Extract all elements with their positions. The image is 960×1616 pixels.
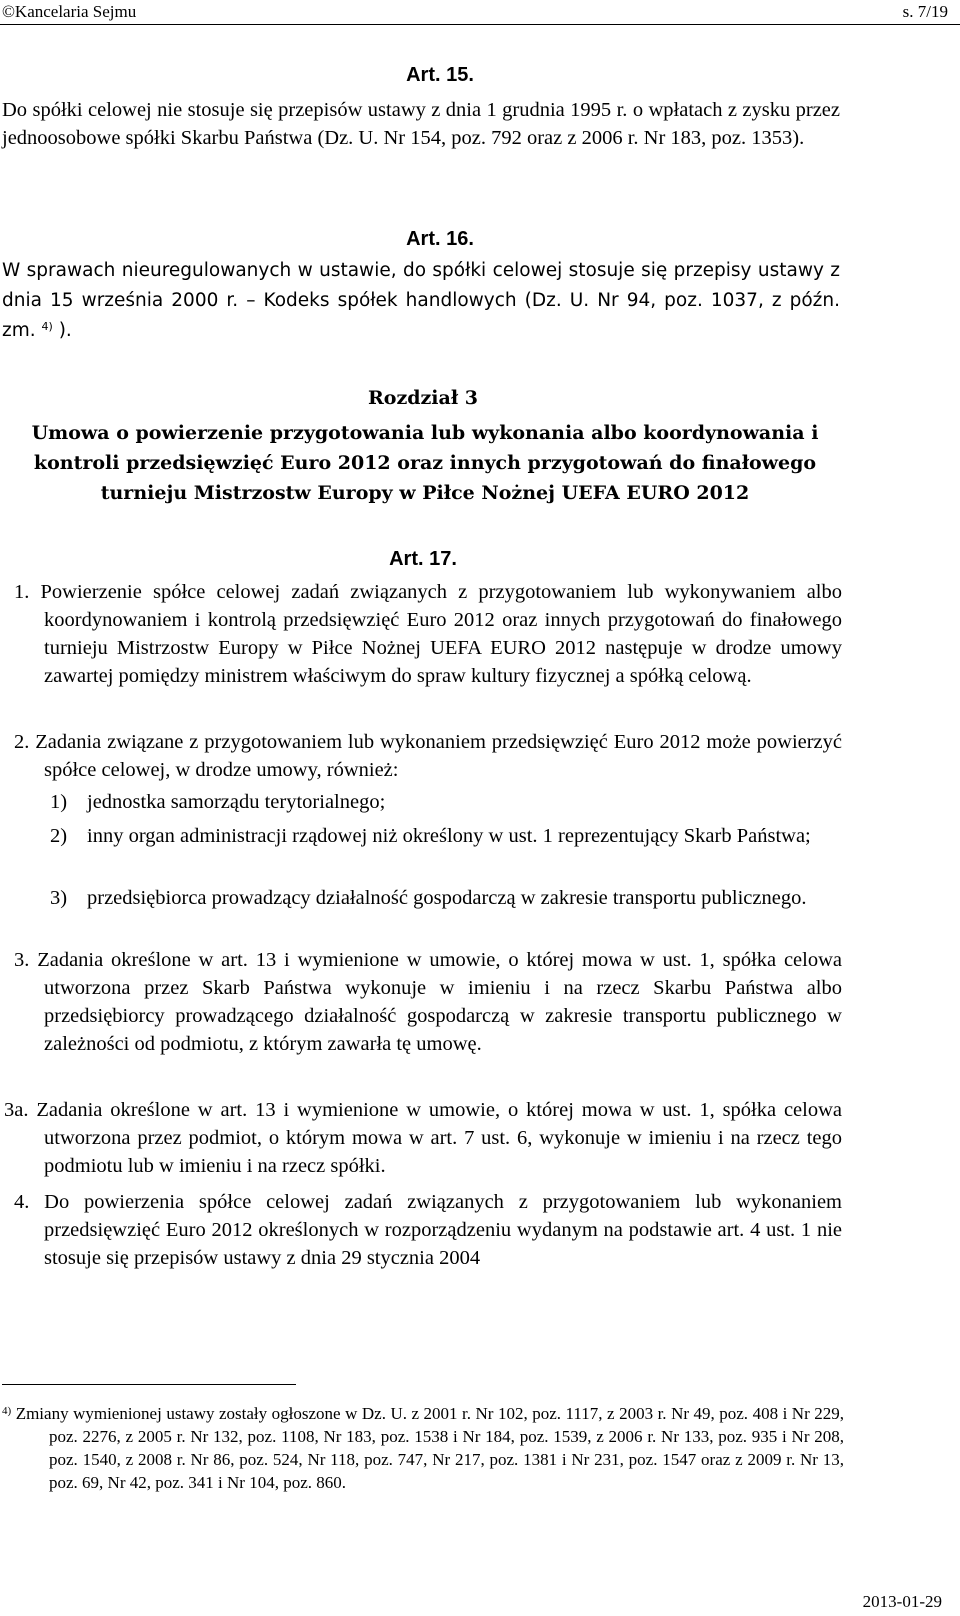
art17-para-2: [14, 728, 842, 784]
item-3-num: 3): [50, 887, 68, 909]
header-rule: [0, 24, 960, 25]
art17-heading: Art. 17.: [389, 548, 457, 570]
footnote: [2, 1402, 844, 1494]
chapter-title: Umowa o powierzenie przygotowania lub wykonania albo koordynowania i kontroli przedsięwzięć Euro 2012 oraz innych przygotowań do finałowego turnieju Mistrzostw Europy w Piłce Nożnej UEFA EURO 2012: [31, 422, 819, 504]
art17-para-1: [14, 578, 842, 690]
para-2-num: 2.: [14, 731, 30, 753]
art17-para-4: [14, 1188, 842, 1272]
footer-date: 2013-01-29: [862, 1592, 942, 1611]
item-2-num: 2): [50, 825, 68, 847]
item-2: [50, 822, 842, 850]
para-3-text: Zadania określone w art. 13 i wymienione w umowie, o której mowa w ust. 1, spółka celowa utworzona przez Skarb Państwa wykonuje w imieniu i na rzecz Skarbu Państwa albo przedsiębiorcy prowadzącego działalność gospodarczą w zakresie transportu publicznego w zależności od podmiotu, z którym zawarła tę umowę.: [37, 949, 843, 1055]
footnote-ref: 4): [41, 320, 53, 333]
para-1-num: 1.: [14, 581, 30, 603]
art17-para-3a: [4, 1096, 842, 1180]
art16-heading: Art. 16.: [406, 228, 474, 250]
header-copyright: ©Kancelaria Sejmu: [2, 2, 137, 21]
para-3a-num: 3a.: [4, 1099, 29, 1121]
art16-tail: ).: [58, 320, 72, 341]
page-number: s. 7/19: [902, 2, 948, 21]
para-3-num: 3.: [14, 949, 30, 971]
para-3a-text: Zadania określone w art. 13 i wymienione w umowie, o której mowa w ust. 1, spółka celowa utworzona przez podmiot, o którym mowa w art. 7 ust. 6, wykonuje w imieniu i na rzecz tego podmiotu lub w imieniu i na rzecz spółki.: [36, 1099, 843, 1177]
para-1-text: Powierzenie spółce celowej zadań związanych z przygotowaniem lub wykonywaniem albo koordynowaniem i kontrolą przedsięwzięć Euro 2012 oraz innych przygotowań do finałowego turnieju Mistrzostw Europy w Piłce Nożnej UEFA EURO 2012 następuje w drodze umowy zawartej pomiędzy ministrem właściwym do spraw kultury fizycznej a spółką celową.: [40, 581, 842, 687]
para-4-text: Do powierzenia spółce celowej zadań związanych z przygotowaniem lub wykonaniem przedsięwzięć Euro 2012 określonych w rozporządzeniu wydanym na podstawie art. 4 ust. 1 nie stosuje się przepisów ustawy z dnia 29 stycznia 2004: [44, 1191, 842, 1269]
para-2-text: Zadania związane z przygotowaniem lub wykonaniem przedsięwzięć Euro 2012 może powierzyć spółce celowej, w drodze umowy, również:: [35, 731, 843, 781]
item-2-text: inny organ administracji rządowej niż określony w ust. 1 reprezentujący Skarb Państwa;: [87, 825, 811, 847]
footnote-text: Zmiany wymienionej ustawy zostały ogłoszone w Dz. U. z 2001 r. Nr 102, poz. 1117, z 2003 r. Nr 49, poz. 408 i Nr 229, poz. 2276, z 2005 r. Nr 132, poz. 1108, Nr 183, poz. 1538 i Nr 184, poz. 1539, z 2006 r. Nr 133, poz. 935 i Nr 208, poz. 1540, z 2008 r. Nr 86, poz. 524, Nr 118, poz. 747, Nr 217, poz. 1381 i Nr 231, poz. 1547 oraz z 2009 r. Nr 13, poz. 69, Nr 42, poz. 341 i Nr 104, poz. 860.: [15, 1404, 844, 1492]
footnote-mark: 4): [2, 1405, 12, 1417]
item-1-num: 1): [50, 791, 68, 813]
item-1: [50, 788, 842, 816]
art15-heading: Art. 15.: [406, 64, 474, 86]
art17-para-3: [14, 946, 842, 1058]
art16-body: W sprawach nieuregulowanych w ustawie, do spółki celowej stosuje się przepisy ustawy z dnia 15 września 2000 r. – Kodeks spółek handlowych (Dz. U. Nr 94, poz. 1037, z późn. zm.: [2, 260, 840, 341]
art15-text: Do spółki celowej nie stosuje się przepisów ustawy z dnia 1 grudnia 1995 r. o wpłatach z zysku przez jednoosobowe spółki Skarbu Państwa (Dz. U. Nr 154, poz. 792 oraz z 2006 r. Nr 183, poz. 1353).: [2, 99, 840, 149]
item-3-text: przedsiębiorca prowadzący działalność gospodarczą w zakresie transportu publicznego.: [87, 887, 807, 909]
item-1-text: jednostka samorządu terytorialnego;: [87, 791, 386, 813]
item-3: [50, 884, 842, 912]
art16-text: [2, 256, 840, 346]
chapter-label: Rozdział 3: [367, 387, 478, 409]
para-4-num: 4.: [14, 1191, 30, 1213]
footnote-rule: [2, 1384, 296, 1385]
